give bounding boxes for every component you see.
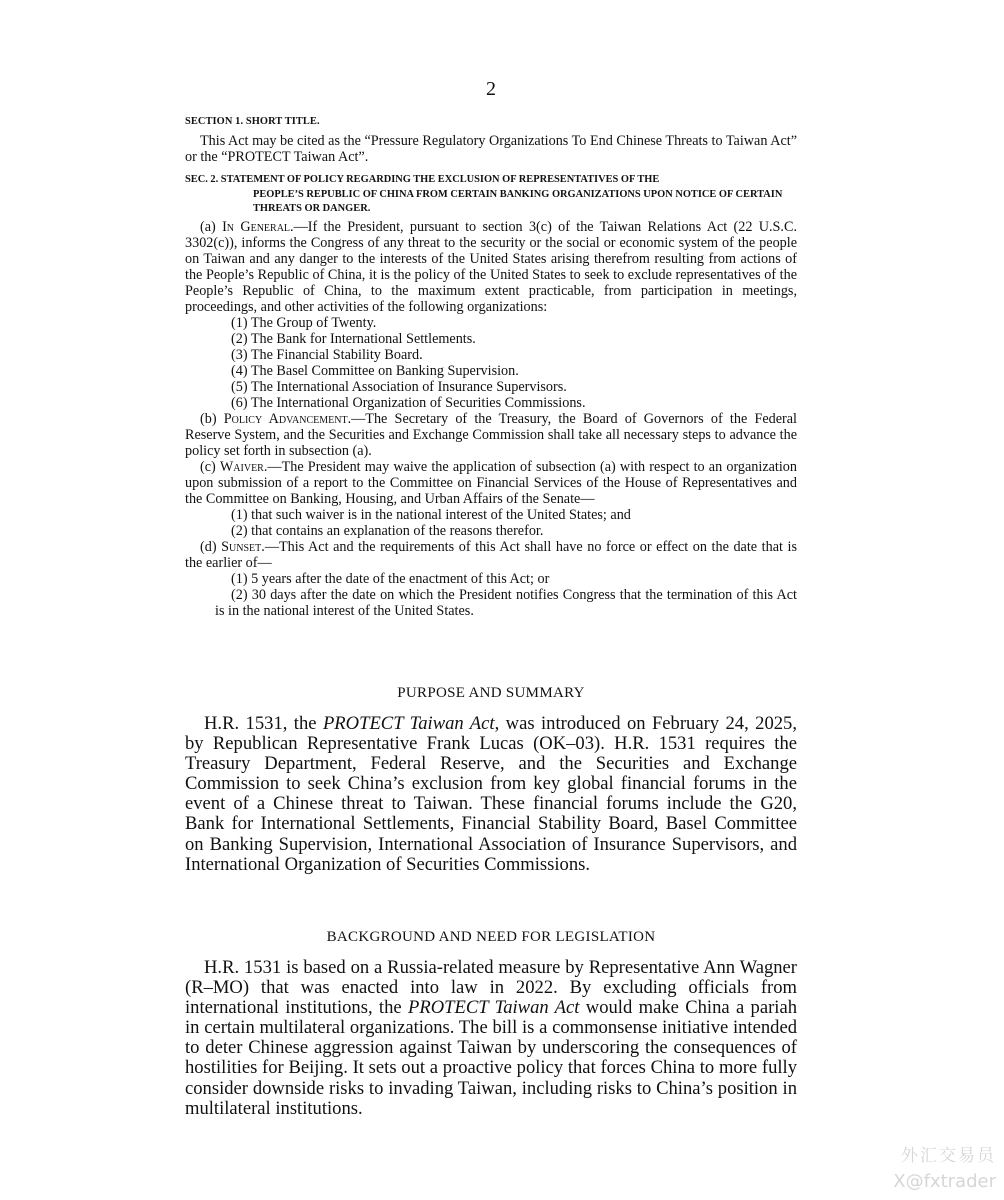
list-item: (5) The International Association of Insurance Supervisors. [231, 379, 567, 395]
subsection-b-text: .—The Secretary of the Treasury, the Board of Governors of the Federal Reserve System, and the Securities and Exchange Commission shall take all necessary steps to advance the policy set forth in subsection (a). [185, 411, 797, 459]
subsection-a-title: In General [222, 219, 291, 235]
watermark-chinese: 外汇交易员 [901, 1146, 996, 1166]
subsection-c-label: (c) [200, 459, 220, 475]
list-item: (2) The Bank for International Settlements. [231, 331, 476, 347]
background-paragraph [185, 958, 797, 1119]
subsection-c [185, 459, 797, 507]
purpose-body [185, 714, 797, 875]
subsection-a-label: (a) [200, 219, 223, 235]
act-name-italic: PROTECT Taiwan Act [408, 997, 580, 1019]
subsection-c-title: Waiver [219, 459, 264, 475]
list-item: (2) 30 days after the date on which the President notifies Congress that the termination of this Act is in the national interest of the United States. [215, 587, 797, 619]
subsection-a-text: .—If the President, pursuant to section 3(c) of the Taiwan Relations Act (22 U.S.C. 3302(c)), informs the Congress of any threat to the security or the social or economic system of the people on Taiwan and any danger to the interests of the United States arising therefrom resulting from actions of the People’s Republic of China, it is the policy of the United States to seek to exclude representatives of the People’s Republic of China, to the maximum extent practicable, from participation in meetings, proceedings, and other activities of the following organizations: [185, 219, 797, 315]
section1-text: This Act may be cited as the “Pressure Regulatory Organizations To End Chinese Threats to Taiwan Act” or the “PROTECT Taiwan Act”. [185, 133, 797, 165]
subsection-d-text: .—This Act and the requirements of this Act shall have no force or effect on the date that is the earlier of— [185, 539, 797, 571]
list-item: (1) The Group of Twenty. [231, 315, 377, 331]
background-body [185, 958, 797, 1119]
section2-heading-line1: SEC. 2. STATEMENT OF POLICY REGARDING THE EXCLUSION OF REPRESENTATIVES OF THE [185, 174, 660, 185]
act-name-italic: PROTECT Taiwan Act [322, 713, 495, 734]
list-item: (1) that such waiver is in the national interest of the United States; and [231, 507, 631, 523]
purpose-text-start: H.R. 1531, the [204, 713, 323, 734]
subsection-d [185, 539, 797, 571]
list-item: (1) 5 years after the date of the enactment of this Act; or [231, 571, 550, 587]
background-text-start: H.R. 1531 is based on a Russia-related measure by Representative Ann Wagner (R–MO) that was enacted into law in 2022. By excluding officials from international institutions, the [185, 957, 797, 1019]
subsection-b-label: (b) [200, 411, 224, 427]
subsection-b-title: Policy Advancement [223, 411, 348, 427]
section1-heading: SECTION 1. SHORT TITLE. [185, 116, 320, 127]
section2-body [185, 219, 797, 619]
subsection-d-label: (d) [200, 539, 222, 555]
purpose-paragraph [185, 714, 797, 875]
purpose-heading: PURPOSE AND SUMMARY [397, 685, 585, 701]
page-number: 2 [486, 78, 496, 100]
subsection-d-title: Sunset [221, 539, 262, 555]
section1-body [185, 133, 797, 165]
list-item: (2) that contains an explanation of the reasons therefor. [231, 523, 544, 539]
list-item: (6) The International Organization of Securities Commissions. [231, 395, 586, 411]
purpose-text-end: , was introduced on February 24, 2025, by Republican Representative Frank Lucas (OK–03). H.R. 1531 requires the Treasury Department, Federal Reserve, and the Securities and Exchange Commission to seek China’s exclusion from key global financial forums in the event of a Chinese threat to Taiwan. These financial forums include the G20, Bank for International Settlements, Financial Stability Board, Basel Committee on Banking Supervision, International Association of Insurance Supervisors, and International Organization of Securities Commissions. [185, 713, 798, 875]
subsection-a [185, 219, 797, 315]
watermark-handle: X@fxtrader [893, 1171, 996, 1192]
subsection-c-text: .—The President may waive the application of subsection (a) with respect to an organization upon submission of a report to the Committee on Financial Services of the House of Representatives and the Committee on Banking, Housing, and Urban Affairs of the Senate— [185, 459, 797, 507]
background-heading: BACKGROUND AND NEED FOR LEGISLATION [326, 929, 656, 945]
section2-heading [185, 173, 797, 217]
section2-heading-line2: PEOPLE’S REPUBLIC OF CHINA FROM CERTAIN BANKING ORGANIZATIONS UPON NOTICE OF CERTAIN THREATS OR DANGER. [253, 188, 783, 214]
list-item: (3) The Financial Stability Board. [231, 347, 423, 363]
background-text-end: would make China a pariah in certain multilateral organizations. The bill is a commonsense initiative intended to deter Chinese aggression against Taiwan by underscoring the consequences of hostilities for Beijing. It sets out a proactive policy that forces China to more fully consider downside risks to invading Taiwan, including risks to China’s position in multilateral institutions. [185, 997, 797, 1119]
subsection-b [185, 411, 797, 459]
list-item: (4) The Basel Committee on Banking Supervision. [231, 363, 519, 379]
